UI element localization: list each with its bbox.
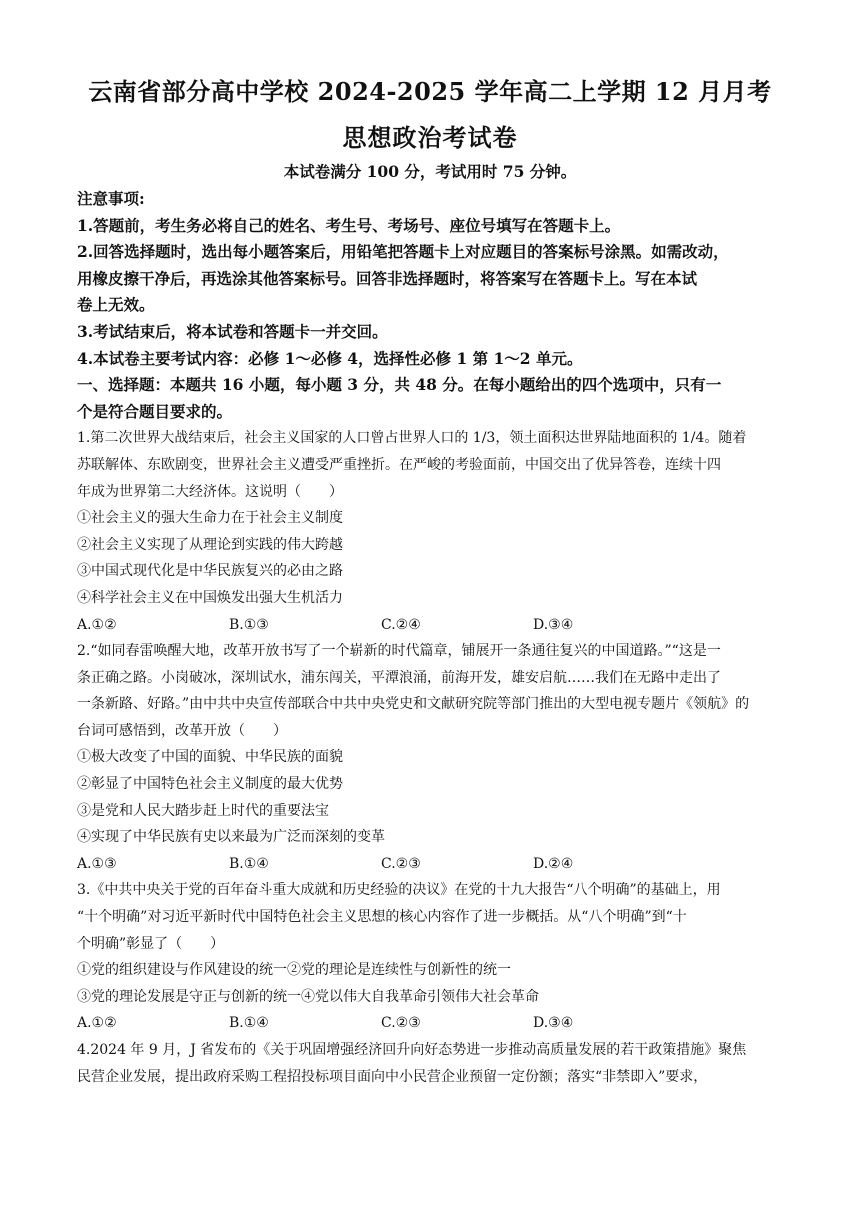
- question-statement: ④科学社会主义在中国焕发出强大生机活力: [77, 589, 343, 606]
- question-line: 条正确之路。小岗破冰，深圳试水，浦东闯关，平潭浪涌，前海开发，雄安启航……我们在无路中走出了: [77, 669, 721, 686]
- question-line: 一条新路、好路。”由中共中央宣传部联合中共中央党史和文献研究院等部门推出的大型电视专题片《领航》的: [77, 696, 750, 713]
- answer-options: [77, 612, 785, 639]
- option-a: A.①③: [77, 855, 117, 872]
- option-c: C.②③: [381, 855, 421, 872]
- exam-body: [77, 186, 785, 1090]
- question-line: 3.《中共中央关于党的百年奋斗重大成就和历史经验的决议》在党的十九大报告“八个明确”的基础上，用: [77, 882, 721, 899]
- question-statement: ②社会主义实现了从理论到实践的伟大跨越: [77, 536, 343, 553]
- question-statement: ③是党和人民大踏步赶上时代的重要法宝: [77, 802, 329, 819]
- option-b: B.①④: [229, 1015, 269, 1032]
- question-2: [77, 638, 785, 877]
- question-line: 4.2024 年 9 月，J 省发布的《关于巩固增强经济回升向好态势进一步推动高质量发展的若干政策措施》聚焦: [77, 1042, 747, 1058]
- question-statement: ③中国式现代化是中华民族复兴的必由之路: [77, 563, 343, 580]
- question-4: [77, 1037, 785, 1090]
- option-b: B.①③: [229, 616, 269, 633]
- notice-line: 卷上无效。: [77, 295, 155, 315]
- section-heading: 一、选择题：本题共 16 小题，每小题 3 分，共 48 分。在每小题给出的四个选项中，只有一: [77, 375, 722, 395]
- question-statement: ①党的组织建设与作风建设的统一②党的理论是连续性与创新性的统一: [77, 962, 511, 979]
- question-statement: ①社会主义的强大生命力在于社会主义制度: [77, 510, 343, 527]
- option-b: B.①④: [229, 855, 269, 872]
- exam-info: 本试卷满分 100 分，考试用时 75 分钟。: [283, 162, 577, 181]
- notice-line: 4.本试卷主要考试内容：必修 1～必修 4，选择性必修 1 第 1～2 单元。: [77, 348, 583, 368]
- question-1: [77, 425, 785, 638]
- question-line: 苏联解体、东欧剧变，世界社会主义遭受严重挫折。在严峻的考验面前，中国交出了优异答卷，连续十四: [77, 456, 721, 473]
- exam-title: 云南省部分高中学校 2024-2025 学年高二上学期 12 月月考: [88, 77, 772, 106]
- option-d: D.③④: [533, 616, 574, 633]
- question-line: 1.第二次世界大战结束后，社会主义国家的人口曾占世界人口的 1/3，领土面积达世界陆地面积的 1/4。随着: [77, 430, 747, 447]
- notice-heading: 注意事项:: [77, 189, 145, 208]
- question-line: 民营企业发展，提出政府采购工程招投标项目面向中小民营企业预留一定份额；落实“非禁即入”要求，: [77, 1068, 708, 1085]
- option-a: A.①②: [77, 616, 117, 633]
- answer-options: [77, 851, 785, 878]
- question-line: “十个明确”对习近平新时代中国特色社会主义思想的核心内容作了进一步概括。从“八个明确”到“十: [77, 909, 687, 926]
- answer-options: [77, 1010, 785, 1037]
- notice-line: 3.考试结束后，将本试卷和答题卡一并交回。: [77, 321, 388, 341]
- question-statement: ①极大改变了中国的面貌、中华民族的面貌: [77, 749, 343, 766]
- option-c: C.②④: [381, 616, 421, 633]
- question-3: [77, 877, 785, 1037]
- question-line: 台词可感悟到，改革开放（ ）: [77, 722, 287, 739]
- option-c: C.②③: [381, 1015, 421, 1032]
- option-d: D.②④: [533, 855, 574, 872]
- question-statement: ②彰显了中国特色社会主义制度的最大优势: [77, 776, 343, 793]
- exam-subject: 思想政治考试卷: [342, 123, 518, 152]
- option-d: D.③④: [533, 1015, 574, 1032]
- option-a: A.①②: [77, 1015, 117, 1032]
- question-line: 2.“如同春雷唤醒大地，改革开放书写了一个崭新的时代篇章，铺展开一条通往复兴的中国道路。”“这是一: [77, 643, 721, 660]
- section-heading: 个是符合题目要求的。: [77, 401, 233, 421]
- question-statement: ③党的理论发展是守正与创新的统一④党以伟大自我革命引领伟大社会革命: [77, 988, 539, 1005]
- question-statement: ④实现了中华民族有史以来最为广泛而深刻的变革: [77, 829, 385, 846]
- notice-line: 用橡皮擦干净后，再选涂其他答案标号。回答非选择题时，将答案写在答题卡上。写在本试: [77, 268, 698, 288]
- question-line: 年成为世界第二大经济体。这说明（ ）: [77, 483, 343, 500]
- question-line: 个明确”彰显了（ ）: [77, 935, 225, 952]
- notice-line: 1.答题前，考生务必将自己的姓名、考生号、考场号、座位号填写在答题卡上。: [77, 215, 621, 235]
- notice-line: 2.回答选择题时，选出每小题答案后，用铅笔把答题卡上对应题目的答案标号涂黑。如需改动，: [77, 242, 729, 262]
